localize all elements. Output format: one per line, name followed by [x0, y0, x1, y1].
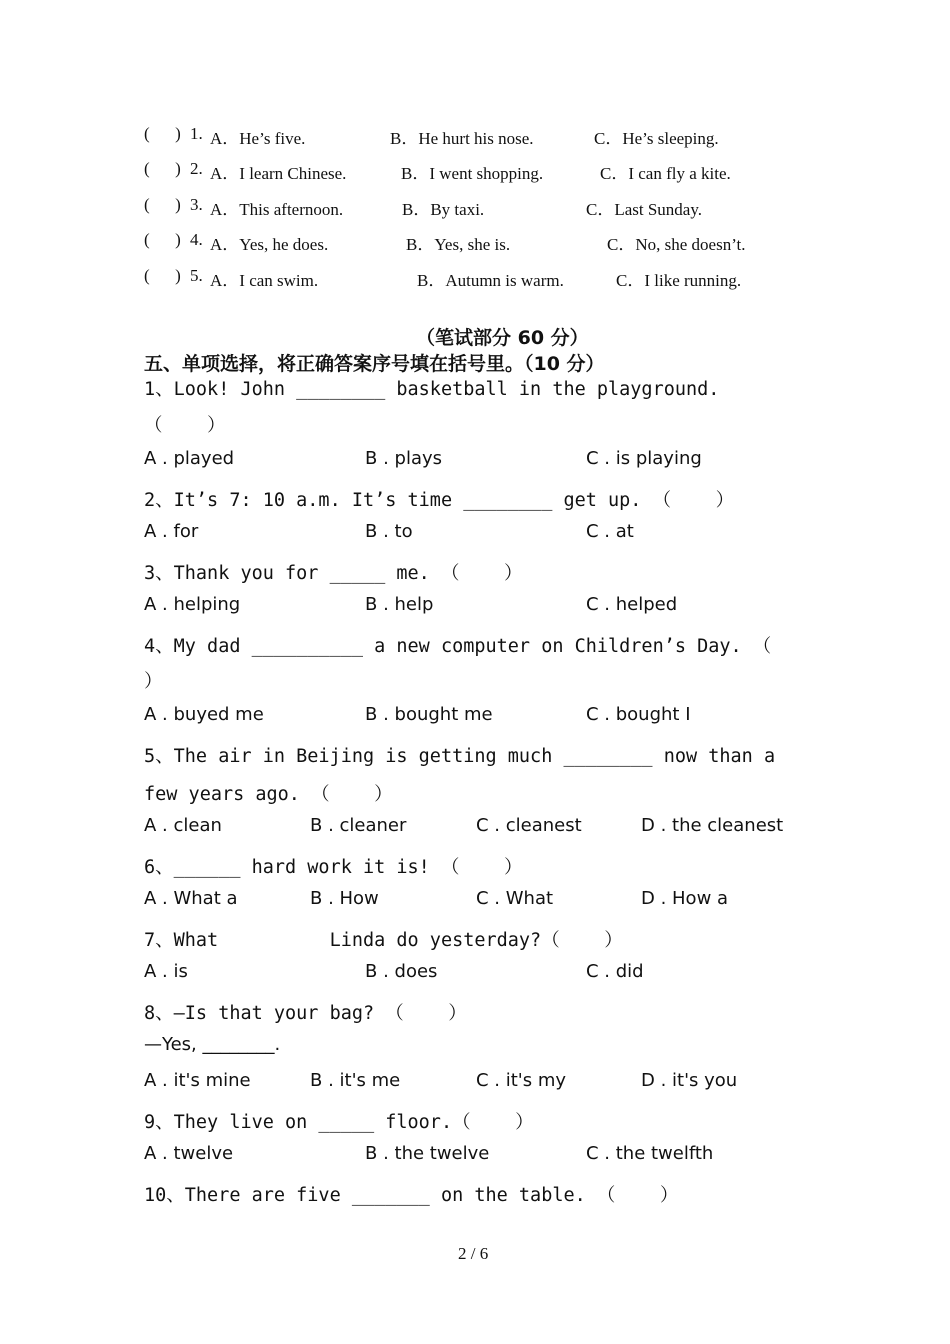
option-b: B . help [365, 594, 434, 615]
item-number: 4. [190, 230, 203, 249]
option-b: B．By taxi. [402, 200, 485, 219]
option-d: D . the cleanest [641, 815, 784, 836]
option-b: B . it's me [310, 1070, 401, 1091]
option-c: C．He’s sleeping. [594, 129, 719, 148]
option-a: A . played [144, 448, 235, 469]
option-c: C．Last Sunday. [586, 200, 703, 219]
option-b: B . the twelve [365, 1143, 490, 1164]
option-b: B．I went shopping. [401, 164, 544, 183]
option-a: A．I learn Chinese. [210, 164, 347, 183]
option-c: C . cleanest [476, 815, 582, 836]
option-b: B．Autumn is warm. [417, 271, 564, 290]
answer-paren: ( ) [144, 124, 181, 143]
option-c: C．I like running. [616, 271, 742, 290]
option-d: D . it's you [641, 1070, 738, 1091]
question-text: 8、—Is that your bag? （ ） [144, 1003, 467, 1024]
question-text: 6、______ hard work it is! （ ） [144, 857, 523, 878]
option-c: C . the twelfth [586, 1143, 714, 1164]
section-subtitle: （笔试部分 60 分） [416, 327, 589, 349]
answer-paren: ( ) [144, 266, 181, 285]
section-title: 五、单项选择，将正确答案序号填在括号里。（10 分） [144, 353, 605, 375]
item-number: 2. [190, 159, 203, 178]
option-c: C . it's my [476, 1070, 567, 1091]
option-a: A . buyed me [144, 704, 264, 725]
option-c: C . What [476, 888, 554, 909]
option-d: D . How a [641, 888, 729, 909]
question-text-cont: （ ） [144, 415, 226, 436]
option-c: C . helped [586, 594, 678, 615]
option-a: A . is [144, 961, 188, 982]
option-c: C．I can fly a kite. [600, 164, 731, 183]
option-c: C . at [586, 521, 634, 542]
option-a: A . for [144, 521, 199, 542]
question-text: 4、My dad __________ a new computer on Children’s Day. （ [144, 636, 772, 657]
option-b: B . How [310, 888, 379, 909]
option-c: C . bought I [586, 704, 691, 725]
question-text: 2、It’s 7: 10 a.m. It’s time ________ get up. （ ） [144, 490, 735, 511]
question-text-cont: —Yes, ________. [144, 1034, 281, 1055]
option-a: A . twelve [144, 1143, 234, 1164]
option-b: B . bought me [365, 704, 493, 725]
option-c: C . is playing [586, 448, 702, 469]
option-c: C . did [586, 961, 644, 982]
option-b: B．Yes, she is. [406, 235, 511, 254]
question-text-cont: few years ago. （ ） [144, 784, 393, 805]
option-b: B . does [365, 961, 438, 982]
page-number: 2 / 6 [458, 1244, 489, 1263]
answer-paren: ( ) [144, 230, 181, 249]
option-b: B．He hurt his nose. [390, 129, 534, 148]
option-c: C．No, she doesn’t. [607, 235, 746, 254]
option-a: A．Yes, he does. [210, 235, 329, 254]
answer-paren: ( ) [144, 195, 181, 214]
question-text: 7、What Linda do yesterday?（ ） [144, 930, 623, 951]
answer-paren: ( ) [144, 159, 181, 178]
option-a: A . What a [144, 888, 238, 909]
option-b: B . to [365, 521, 413, 542]
question-text-cont: ） [144, 671, 163, 692]
item-number: 1. [190, 124, 203, 143]
option-a: A．He’s five. [210, 129, 306, 148]
question-text: 3、Thank you for _____ me. （ ） [144, 563, 523, 584]
option-a: A．I can swim. [210, 271, 319, 290]
option-a: A．This afternoon. [210, 200, 344, 219]
option-b: B . plays [365, 448, 443, 469]
option-a: A . it's mine [144, 1070, 251, 1091]
option-b: B . cleaner [310, 815, 407, 836]
item-number: 5. [190, 266, 203, 285]
option-a: A . clean [144, 815, 222, 836]
item-number: 3. [190, 195, 203, 214]
question-text: 10、There are five _______ on the table. （ ） [144, 1185, 679, 1206]
option-a: A . helping [144, 594, 241, 615]
question-text: 9、They live on _____ floor.（ ） [144, 1112, 534, 1133]
question-text: 5、The air in Beijing is getting much ________ now than a [144, 746, 776, 767]
question-text: 1、Look! John ________ basketball in the playground. [144, 379, 720, 400]
